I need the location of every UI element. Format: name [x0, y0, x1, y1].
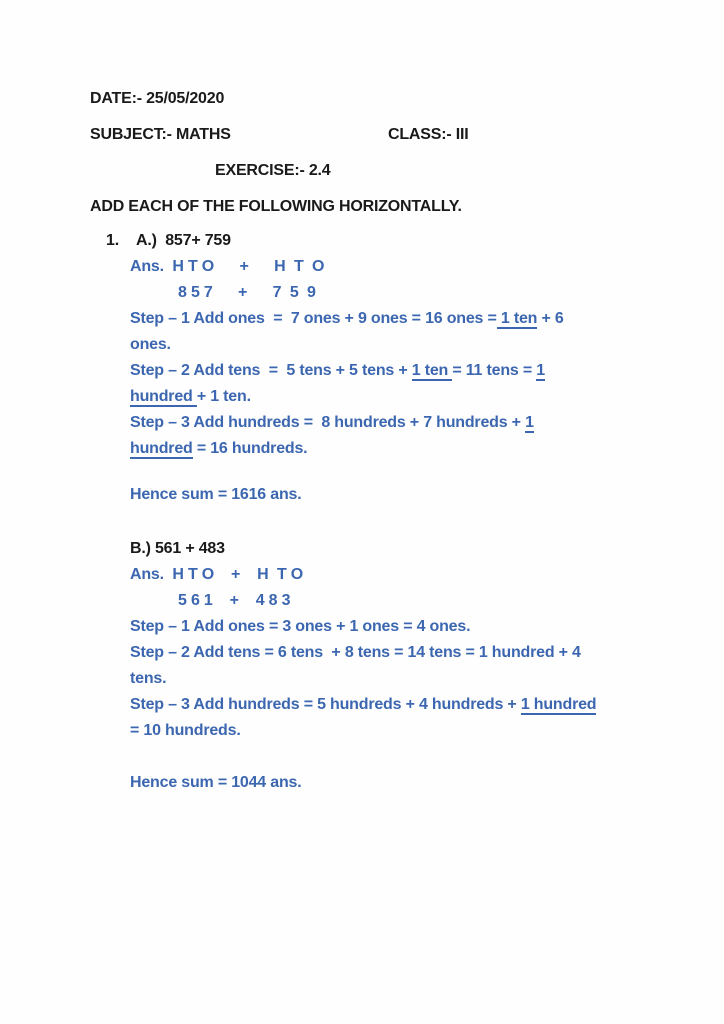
step-3-line [130, 410, 694, 436]
underlined-text: hundred [130, 388, 197, 405]
underlined-text: 1 [536, 362, 545, 379]
problem-a-title [106, 228, 694, 254]
text-segment: tens. [130, 670, 167, 687]
text-segment: Ans. H T O + H T O [130, 566, 304, 583]
class-label: CLASS:- III [388, 126, 469, 143]
problem-b [130, 536, 694, 744]
list-number: 1. [106, 232, 119, 249]
text-segment: Ans. H T O + H T O [130, 258, 325, 275]
hto-header-line [130, 254, 694, 280]
step-1-line [130, 306, 694, 332]
text-segment: Step – 2 Add tens = 5 tens + 5 tens + [130, 362, 412, 379]
step-3-wrap-line [130, 718, 694, 744]
problem-b-solution [130, 562, 694, 744]
hto-header-line [130, 562, 694, 588]
text-segment: Step – 1 Add ones = 7 ones + 9 ones = 16 ones = [130, 310, 497, 327]
exercise-title: EXERCISE:- 2.4 [215, 162, 331, 179]
text-segment: = 11 tens = [452, 362, 537, 379]
underlined-text: 1 hundred [520, 696, 597, 713]
sum-line-a: Hence sum = 1616 ans. [130, 486, 302, 503]
text-segment: = 10 hundreds. [130, 722, 241, 739]
digits-line [130, 588, 694, 614]
step-1-line [130, 614, 694, 640]
text-segment: 8 5 7 + 7 5 9 [178, 284, 316, 301]
sum-line-b: Hence sum = 1044 ans. [130, 774, 302, 791]
text-segment: + 1 ten. [196, 388, 251, 405]
step-2-wrap-line [130, 384, 694, 410]
subject-label: SUBJECT:- MATHS [90, 126, 231, 143]
problem-a [106, 228, 694, 462]
underlined-text: hundred [130, 440, 193, 457]
problem-a-solution [130, 254, 694, 462]
text-segment: 5 6 1 + 4 8 3 [178, 592, 291, 609]
date-line: DATE:- 25/05/2020 [90, 90, 225, 107]
text-segment: Step – 1 Add ones = 3 ones + 1 ones = 4 ones. [130, 618, 471, 635]
step-2-wrap-line [130, 666, 694, 692]
step-3-wrap-line [130, 436, 694, 462]
instruction-heading: ADD EACH OF THE FOLLOWING HORIZONTALLY. [90, 198, 462, 215]
text-segment: Step – 2 Add tens = 6 tens + 8 tens = 14 tens = 1 hundred + 4 [130, 644, 581, 661]
digits-line [130, 280, 694, 306]
step-2-line [130, 640, 694, 666]
text-segment: = 16 hundreds. [192, 440, 308, 457]
problem-b-label: B.) 561 + 483 [130, 540, 225, 557]
problem-b-title [130, 536, 694, 562]
step-3-line [130, 692, 694, 718]
step-2-line [130, 358, 694, 384]
subject-class-row [90, 122, 694, 148]
text-segment: + 6 [537, 310, 564, 327]
underlined-text: 1 ten [496, 310, 538, 327]
text-segment: Step – 3 Add hundreds = 5 hundreds + 4 hundreds + [130, 696, 521, 713]
problem-a-label: A.) 857+ 759 [136, 232, 231, 249]
underlined-text: 1 [525, 414, 534, 431]
text-segment: Step – 3 Add hundreds = 8 hundreds + 7 hundreds + [130, 414, 526, 431]
underlined-text: 1 ten [411, 362, 453, 379]
text-segment: ones. [130, 336, 171, 353]
step-1-wrap-line [130, 332, 694, 358]
